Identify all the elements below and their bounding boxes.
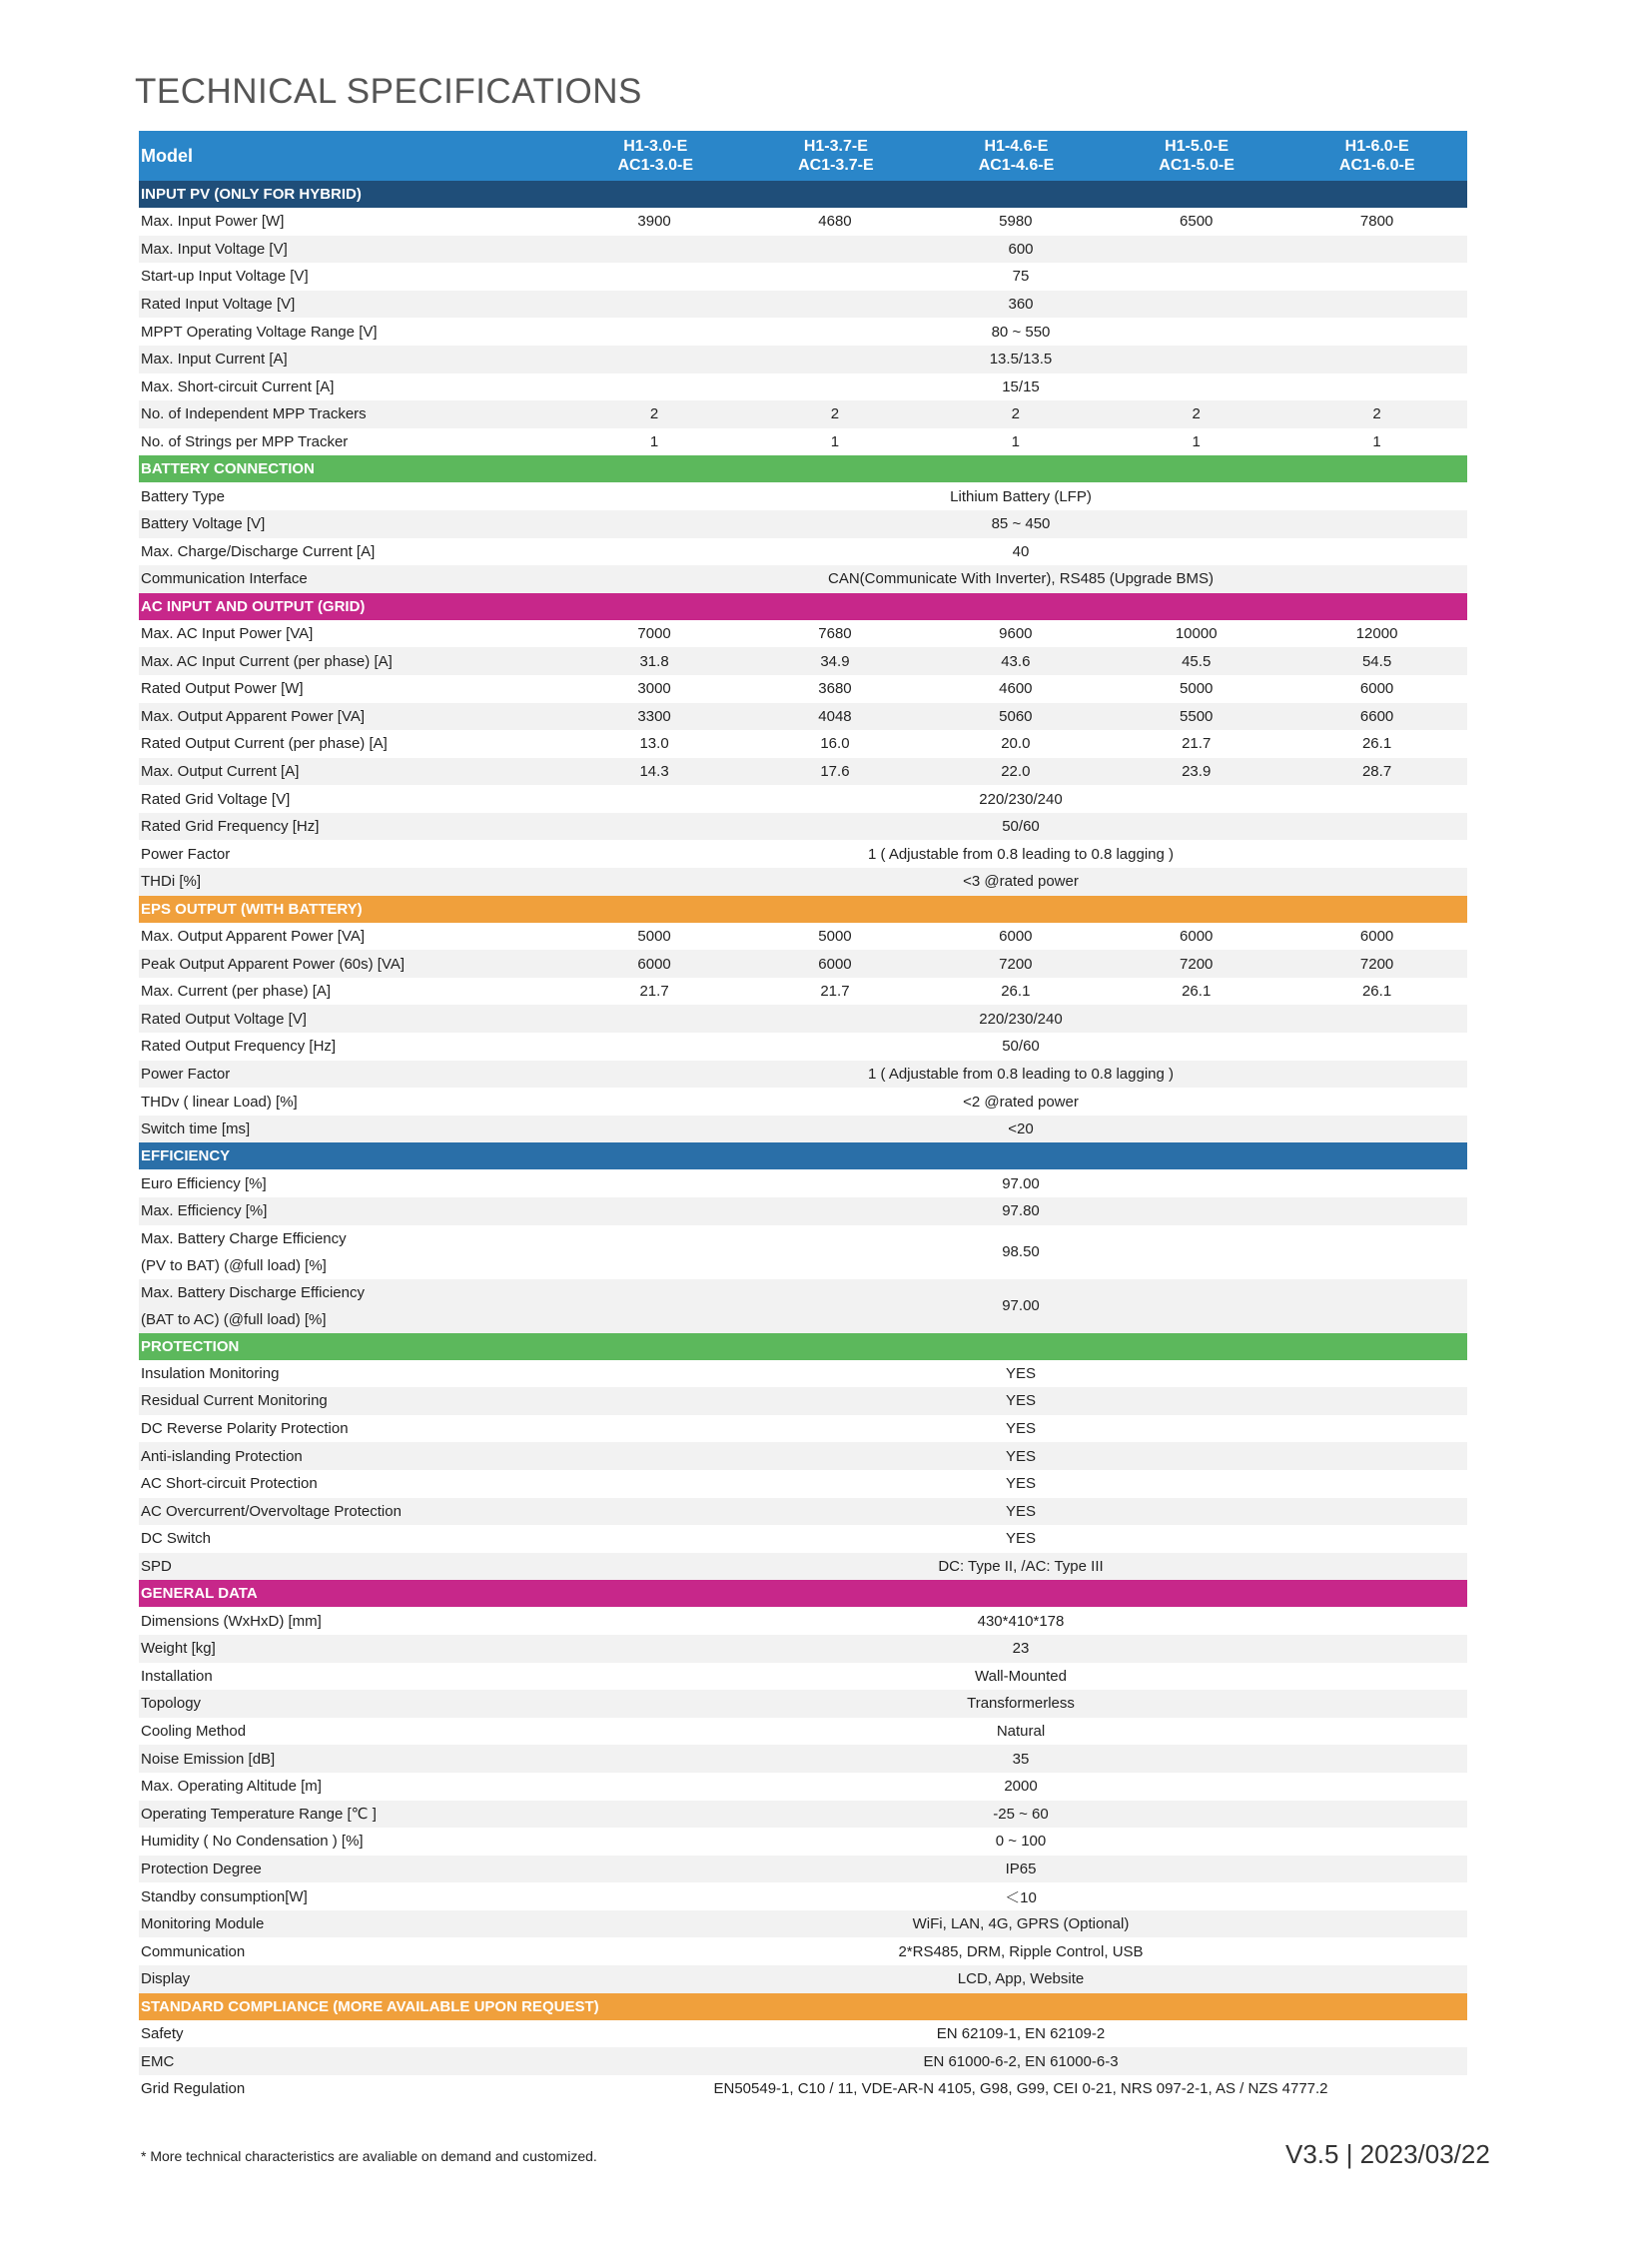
table-row [139, 1498, 1467, 1526]
row-value: 1 [1372, 433, 1381, 451]
table-row [139, 813, 1467, 841]
row-label: Max. Operating Altitude [m] [141, 1778, 322, 1796]
table-row [139, 978, 1467, 1006]
row-value-shared: 75 [1012, 268, 1030, 286]
row-label: Euro Efficiency [%] [141, 1174, 267, 1192]
row-label: DC Switch [141, 1530, 212, 1548]
table-row [139, 1718, 1467, 1746]
table-row [139, 1553, 1467, 1581]
row-label: Communication [141, 1942, 246, 1960]
row-value: 3680 [818, 680, 852, 698]
row-value: 10000 [1175, 625, 1218, 643]
row-value: 2 [1372, 405, 1381, 423]
row-label: Protection Degree [141, 1860, 262, 1877]
row-value: 5060 [999, 707, 1033, 725]
row-value: 20.0 [1001, 735, 1031, 753]
table-row [139, 840, 1467, 868]
header-model-label: Model [141, 145, 193, 166]
row-value-shared: 15/15 [1002, 377, 1040, 395]
section-header: AC INPUT AND OUTPUT (GRID) [139, 593, 1467, 620]
row-value-shared: YES [1005, 1392, 1036, 1410]
table-row [139, 1856, 1467, 1883]
row-label: Switch time [ms] [141, 1120, 251, 1138]
table-row [139, 1197, 1467, 1225]
footnote: * More technical characteristics are avaliable on demand and customized. [141, 2148, 597, 2164]
row-value-shared: -25 ~ 60 [993, 1805, 1049, 1823]
row-label: AC Overcurrent/Overvoltage Protection [141, 1502, 402, 1520]
row-label: No. of Independent MPP Trackers [141, 405, 367, 423]
table-row [139, 538, 1467, 566]
row-value: 5000 [637, 927, 671, 945]
row-value: 3000 [637, 680, 671, 698]
row-label: Rated Grid Voltage [V] [141, 790, 291, 808]
row-value: 1 [830, 433, 840, 451]
row-label: Max. Input Current [A] [141, 351, 288, 369]
table-row [139, 675, 1467, 703]
section-header: INPUT PV (ONLY FOR HYBRID) [139, 181, 1467, 208]
table-row [139, 2075, 1467, 2103]
row-value-shared: 97.00 [1002, 1174, 1040, 1192]
table-row [139, 374, 1467, 401]
row-label: DC Reverse Polarity Protection [141, 1420, 349, 1438]
row-label: EMC [141, 2052, 175, 2070]
row-value-shared: WiFi, LAN, 4G, GPRS (Optional) [912, 1915, 1130, 1933]
table-row [139, 565, 1467, 593]
table-body [139, 181, 1467, 2102]
row-value: 26.1 [1182, 983, 1212, 1001]
row-label: Max. Efficiency [%] [141, 1202, 268, 1220]
spec-table [139, 131, 1467, 2102]
row-value: 7200 [999, 955, 1033, 973]
table-row [139, 1910, 1467, 1938]
table-row [139, 1882, 1467, 1910]
row-value-shared: 360 [1008, 296, 1034, 314]
row-label: Rated Output Frequency [Hz] [141, 1038, 337, 1056]
table-row [139, 1088, 1467, 1116]
table-row [139, 1801, 1467, 1829]
table-row [139, 1828, 1467, 1856]
row-label: Display [141, 1970, 191, 1988]
table-header [139, 131, 1467, 181]
table-row [139, 1635, 1467, 1663]
row-value: 21.7 [639, 983, 669, 1001]
row-label: Start-up Input Voltage [V] [141, 268, 309, 286]
row-value-shared: 98.50 [1002, 1243, 1040, 1261]
row-value-shared: 220/230/240 [979, 1010, 1063, 1028]
row-value: 5980 [999, 213, 1033, 231]
row-value: 17.6 [820, 762, 850, 780]
row-label: Power Factor [141, 845, 231, 863]
page-title: TECHNICAL SPECIFICATIONS [135, 72, 642, 111]
row-value: 6000 [637, 955, 671, 973]
row-value: 5500 [1180, 707, 1214, 725]
table-row [139, 1773, 1467, 1801]
model-column-h1-3.0: H1-3.0-E AC1-3.0-E [617, 138, 694, 174]
table-row [139, 482, 1467, 510]
row-value: 6600 [1359, 707, 1394, 725]
row-label: Power Factor [141, 1065, 231, 1083]
row-value-shared: ＜10 [1005, 1888, 1037, 1906]
row-label [139, 1279, 578, 1333]
row-value: 21.7 [1182, 735, 1212, 753]
row-value: 7000 [637, 625, 671, 643]
section-header: EFFICIENCY [139, 1142, 1467, 1169]
table-row [139, 400, 1467, 428]
row-value-shared: 600 [1008, 240, 1034, 258]
table-row [139, 1005, 1467, 1033]
table-row [139, 236, 1467, 264]
row-value-shared: <3 @rated power [963, 873, 1079, 891]
row-value: 6000 [1180, 927, 1214, 945]
table-row [139, 1116, 1467, 1143]
row-value-shared: LCD, App, Website [957, 1970, 1085, 1988]
row-label: Peak Output Apparent Power (60s) [VA] [141, 955, 406, 973]
row-label [139, 1225, 578, 1279]
row-value: 16.0 [820, 735, 850, 753]
row-label: Rated Output Power [W] [141, 680, 304, 698]
table-row [139, 263, 1467, 291]
row-value-shared: 23 [1012, 1640, 1030, 1658]
row-value-shared: YES [1005, 1447, 1036, 1465]
row-label: Grid Regulation [141, 2080, 246, 2098]
row-value: 4600 [999, 680, 1033, 698]
row-value-shared: Transformerless [967, 1695, 1075, 1713]
row-label: SPD [141, 1558, 172, 1576]
row-label: Battery Type [141, 487, 225, 505]
table-row [139, 758, 1467, 786]
row-value: 3300 [637, 707, 671, 725]
row-label: Residual Current Monitoring [141, 1392, 328, 1410]
row-value: 1 [1011, 433, 1020, 451]
table-row [139, 208, 1467, 236]
row-label: Max. AC Input Current (per phase) [A] [141, 652, 393, 670]
table-row [139, 950, 1467, 978]
row-label: THDv ( linear Load) [%] [141, 1093, 298, 1111]
row-value-shared: EN 61000-6-2, EN 61000-6-3 [923, 2052, 1119, 2070]
row-label: Communication Interface [141, 570, 308, 588]
table-row [139, 1470, 1467, 1498]
table-row [139, 1525, 1467, 1553]
row-value-shared: <20 [1008, 1120, 1034, 1138]
row-value-shared: 40 [1012, 542, 1030, 560]
row-value: 7200 [1180, 955, 1214, 973]
row-value-shared: 430*410*178 [977, 1612, 1065, 1630]
table-row [139, 1607, 1467, 1635]
row-value: 6000 [1359, 680, 1394, 698]
section-header: BATTERY CONNECTION [139, 455, 1467, 482]
row-label: Max. Input Power [W] [141, 213, 285, 231]
row-value: 31.8 [639, 652, 669, 670]
row-value-shared: EN 62109-1, EN 62109-2 [936, 2024, 1106, 2042]
table-row [139, 730, 1467, 758]
table-row [139, 346, 1467, 374]
row-value-shared: 80 ~ 550 [991, 323, 1051, 341]
row-value-shared: IP65 [1005, 1860, 1037, 1877]
row-value-shared: 1 ( Adjustable from 0.8 leading to 0.8 lagging ) [867, 845, 1175, 863]
table-row [139, 1033, 1467, 1061]
row-value: 5000 [818, 927, 852, 945]
row-value-shared: YES [1005, 1420, 1036, 1438]
version-date: V3.5 | 2023/03/22 [1285, 2139, 1490, 2169]
row-label: MPPT Operating Voltage Range [V] [141, 323, 378, 341]
row-label: Rated Grid Frequency [Hz] [141, 818, 320, 836]
model-column-h1-5.0: H1-5.0-E AC1-5.0-E [1159, 138, 1235, 174]
row-value: 34.9 [820, 652, 850, 670]
row-label: Max. AC Input Power [VA] [141, 625, 314, 643]
row-value: 7680 [818, 625, 852, 643]
row-value-shared: 50/60 [1002, 1038, 1040, 1056]
row-label: Noise Emission [dB] [141, 1750, 276, 1768]
table-row [139, 1937, 1467, 1965]
row-value-shared: 50/60 [1002, 818, 1040, 836]
table-row [139, 2047, 1467, 2075]
row-value-shared: Lithium Battery (LFP) [950, 487, 1092, 505]
table-row [139, 785, 1467, 813]
row-label: Monitoring Module [141, 1915, 265, 1933]
row-value: 9600 [999, 625, 1033, 643]
table-row [139, 1387, 1467, 1415]
row-value: 4048 [818, 707, 852, 725]
row-label: Rated Output Current (per phase) [A] [141, 735, 388, 753]
table-row [139, 1061, 1467, 1089]
row-value: 22.0 [1001, 762, 1031, 780]
row-value-shared: 35 [1012, 1750, 1030, 1768]
row-value: 2 [830, 405, 840, 423]
row-value: 21.7 [820, 983, 850, 1001]
table-row [139, 1279, 1467, 1333]
row-label: Battery Voltage [V] [141, 515, 266, 533]
row-value-shared: 85 ~ 450 [991, 515, 1051, 533]
row-value: 5000 [1180, 680, 1214, 698]
row-value: 6000 [1359, 927, 1394, 945]
table-row [139, 1690, 1467, 1718]
row-value-shared: 1 ( Adjustable from 0.8 leading to 0.8 lagging ) [867, 1065, 1175, 1083]
table-row [139, 1415, 1467, 1443]
row-label: Operating Temperature Range [℃ ] [141, 1805, 377, 1823]
row-label: Cooling Method [141, 1723, 247, 1741]
row-label: Max. Input Voltage [V] [141, 240, 288, 258]
table-row [139, 291, 1467, 319]
row-value-shared: 2000 [1004, 1778, 1038, 1796]
row-label: Rated Input Voltage [V] [141, 296, 296, 314]
row-value: 2 [1011, 405, 1020, 423]
row-value: 1 [1192, 433, 1201, 451]
table-row [139, 428, 1467, 456]
model-column-h1-4.6: H1-4.6-E AC1-4.6-E [978, 138, 1055, 174]
row-value-shared: YES [1005, 1364, 1036, 1382]
row-label: Humidity ( No Condensation ) [%] [141, 1833, 364, 1851]
row-label: Max. Output Apparent Power [VA] [141, 707, 366, 725]
row-value: 45.5 [1182, 652, 1212, 670]
row-value: 26.1 [1361, 983, 1392, 1001]
table-row [139, 620, 1467, 648]
row-value-shared: 0 ~ 100 [995, 1833, 1047, 1851]
row-value-shared: 220/230/240 [979, 790, 1063, 808]
table-row [139, 1663, 1467, 1691]
table-row [139, 318, 1467, 346]
row-label: Max. Current (per phase) [A] [141, 983, 332, 1001]
row-label: Rated Output Voltage [V] [141, 1010, 307, 1028]
row-value-shared: 2*RS485, DRM, Ripple Control, USB [898, 1942, 1144, 1960]
row-label: Standby consumption[W] [141, 1887, 308, 1905]
model-column-h1-3.7: H1-3.7-E AC1-3.7-E [798, 138, 874, 174]
row-value: 6000 [999, 927, 1033, 945]
row-value-shared: 97.80 [1002, 1202, 1040, 1220]
row-value-shared: YES [1005, 1475, 1036, 1493]
row-label: Installation [141, 1667, 213, 1685]
row-label: Max. Short-circuit Current [A] [141, 377, 335, 395]
row-value: 6500 [1180, 213, 1214, 231]
row-value: 6000 [818, 955, 852, 973]
table-row [139, 1225, 1467, 1279]
row-value: 23.9 [1182, 762, 1212, 780]
row-label: Topology [141, 1695, 202, 1713]
row-label: Safety [141, 2024, 184, 2042]
row-label: Max. Output Current [A] [141, 762, 300, 780]
table-row [139, 2020, 1467, 2048]
row-value: 12000 [1355, 625, 1398, 643]
row-value-shared: Natural [996, 1723, 1046, 1741]
row-value: 2 [649, 405, 659, 423]
table-row [139, 1745, 1467, 1773]
row-value-shared: EN50549-1, C10 / 11, VDE-AR-N 4105, G98, G99, CEI 0-21, NRS 097-2-1, AS / NZS 4777.2 [713, 2080, 1328, 2098]
row-value: 26.1 [1361, 735, 1392, 753]
row-value-shared: DC: Type II, /AC: Type III [938, 1558, 1104, 1576]
row-value: 43.6 [1001, 652, 1031, 670]
row-label-line: (BAT to AC) (@full load) [%] [141, 1310, 327, 1328]
row-value-shared: YES [1005, 1502, 1036, 1520]
row-label: AC Short-circuit Protection [141, 1475, 318, 1493]
row-value: 7800 [1359, 213, 1394, 231]
row-label: Weight [kg] [141, 1640, 216, 1658]
table-row [139, 703, 1467, 731]
table-row [139, 647, 1467, 675]
row-label: Dimensions (WxHxD) [mm] [141, 1612, 322, 1630]
table-row [139, 1169, 1467, 1197]
row-label-line: Max. Battery Discharge Efficiency [141, 1283, 365, 1301]
section-header: PROTECTION [139, 1333, 1467, 1360]
row-label: Max. Charge/Discharge Current [A] [141, 542, 376, 560]
row-label: THDi [%] [141, 873, 201, 891]
table-row [139, 868, 1467, 896]
row-value: 54.5 [1361, 652, 1392, 670]
row-label: No. of Strings per MPP Tracker [141, 433, 349, 451]
row-value-shared: YES [1005, 1530, 1036, 1548]
row-label-line: (PV to BAT) (@full load) [%] [141, 1256, 327, 1274]
section-header: EPS OUTPUT (WITH BATTERY) [139, 896, 1467, 923]
row-value: 26.1 [1001, 983, 1031, 1001]
row-value: 1 [649, 433, 659, 451]
row-label-line: Max. Battery Charge Efficiency [141, 1229, 347, 1247]
table-row [139, 1442, 1467, 1470]
row-label: Anti-islanding Protection [141, 1447, 303, 1465]
model-column-h1-6.0: H1-6.0-E AC1-6.0-E [1338, 138, 1415, 174]
row-value-shared: 97.00 [1002, 1297, 1040, 1315]
row-value-shared: 13.5/13.5 [989, 351, 1053, 369]
row-value: 28.7 [1361, 762, 1392, 780]
row-label: Insulation Monitoring [141, 1364, 280, 1382]
row-value: 2 [1192, 405, 1201, 423]
row-value: 13.0 [639, 735, 669, 753]
table-row [139, 1360, 1467, 1388]
row-value-shared: Wall-Mounted [975, 1667, 1067, 1685]
row-value: 14.3 [639, 762, 669, 780]
section-header: STANDARD COMPLIANCE (MORE AVAILABLE UPON REQUEST) [139, 1993, 1467, 2020]
table-row [139, 923, 1467, 951]
row-value: 4680 [818, 213, 852, 231]
row-label: Max. Output Apparent Power [VA] [141, 927, 366, 945]
row-value: 3900 [637, 213, 671, 231]
row-value-shared: <2 @rated power [963, 1093, 1079, 1111]
row-value-shared: CAN(Communicate With Inverter), RS485 (Upgrade BMS) [828, 570, 1214, 588]
table-row [139, 1965, 1467, 1993]
row-value: 7200 [1359, 955, 1394, 973]
section-header: GENERAL DATA [139, 1580, 1467, 1607]
table-row [139, 510, 1467, 538]
